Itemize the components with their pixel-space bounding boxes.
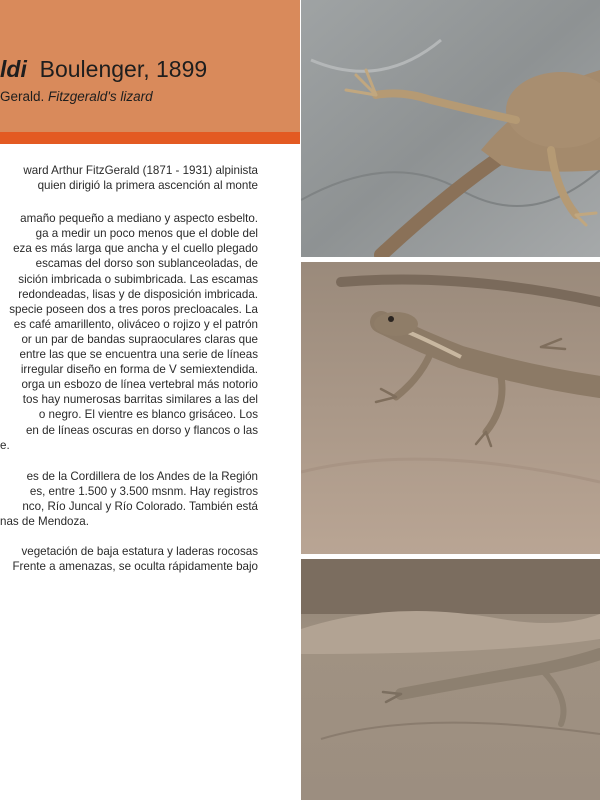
paragraph-habitat xyxy=(0,544,258,574)
lizard-photo-2 xyxy=(301,262,600,554)
text-line: redondeadas, lisas y de disposición imbricada. xyxy=(18,287,258,301)
paragraph-description xyxy=(0,211,258,453)
text-line: orga un esbozo de línea vertebral más notorio xyxy=(21,378,258,392)
header-accent-bar xyxy=(0,132,300,144)
text-line: o negro. El vientre es blanco grisáceo. Los xyxy=(38,408,258,422)
common-name-es: Gerald. xyxy=(0,89,45,104)
text-line: sición imbricada o subimbricada. Las escamas xyxy=(18,272,258,286)
text-line: ward Arthur FitzGerald (1871 - 1931) alpinista xyxy=(23,164,258,177)
text-line: quien dirigió la primera ascención al monte xyxy=(37,179,258,193)
common-names xyxy=(0,89,153,104)
text-line: ga a medir un poco menos que el doble del xyxy=(35,227,258,241)
text-line: en de líneas oscuras en dorso y flancos o las xyxy=(25,423,258,437)
text-line: es café amarillento, oliváceo o rojizo y el patrón xyxy=(13,317,258,331)
text-line: escamas del dorso son sublanceoladas, de xyxy=(35,257,258,271)
lizard-photo-1 xyxy=(301,0,600,257)
text-line: or un par de bandas supraoculares claras que xyxy=(21,332,258,346)
text-line: es, entre 1.500 y 3.500 msnm. Hay registros xyxy=(29,484,258,498)
paragraph-etymology xyxy=(0,163,258,193)
photo-lizard-brown-rock xyxy=(301,262,600,554)
text-line: vegetación de baja estatura y laderas rocosas xyxy=(21,545,258,559)
text-line: eza es más larga que ancha y el cuello plegado xyxy=(13,242,258,256)
text-line: Frente a amenazas, se oculta rápidamente bajo xyxy=(12,560,258,574)
text-line: e. xyxy=(0,438,10,452)
paragraph-distribution xyxy=(0,469,258,529)
text-line: entre las que se encuentra una serie de líneas xyxy=(19,348,258,362)
photo-lizard-boulder xyxy=(301,559,600,800)
text-line: nas de Mendoza. xyxy=(0,514,89,528)
species-title xyxy=(0,56,207,83)
text-line: amaño pequeño a mediano y aspecto esbelto. xyxy=(20,212,258,226)
text-line: tos hay numerosas barritas similares a las del xyxy=(22,393,258,407)
author-year: Boulenger, 1899 xyxy=(39,56,208,82)
text-line: specie poseen dos a tres poros precloacales. La xyxy=(9,302,258,316)
text-line: nco, Río Juncal y Río Colorado. También está xyxy=(22,499,258,513)
header-band xyxy=(0,0,300,132)
photo-column xyxy=(301,0,600,800)
lizard-photo-3 xyxy=(301,559,600,800)
common-name-en: Fitzgerald's lizard xyxy=(48,89,153,104)
photo-lizard-gray-rock xyxy=(301,0,600,257)
body-text xyxy=(0,163,258,589)
text-line: irregular diseño en forma de V semiextendida. xyxy=(20,363,258,377)
text-line: es de la Cordillera de los Andes de la Región xyxy=(26,469,258,483)
scientific-name: ldi xyxy=(0,56,27,82)
